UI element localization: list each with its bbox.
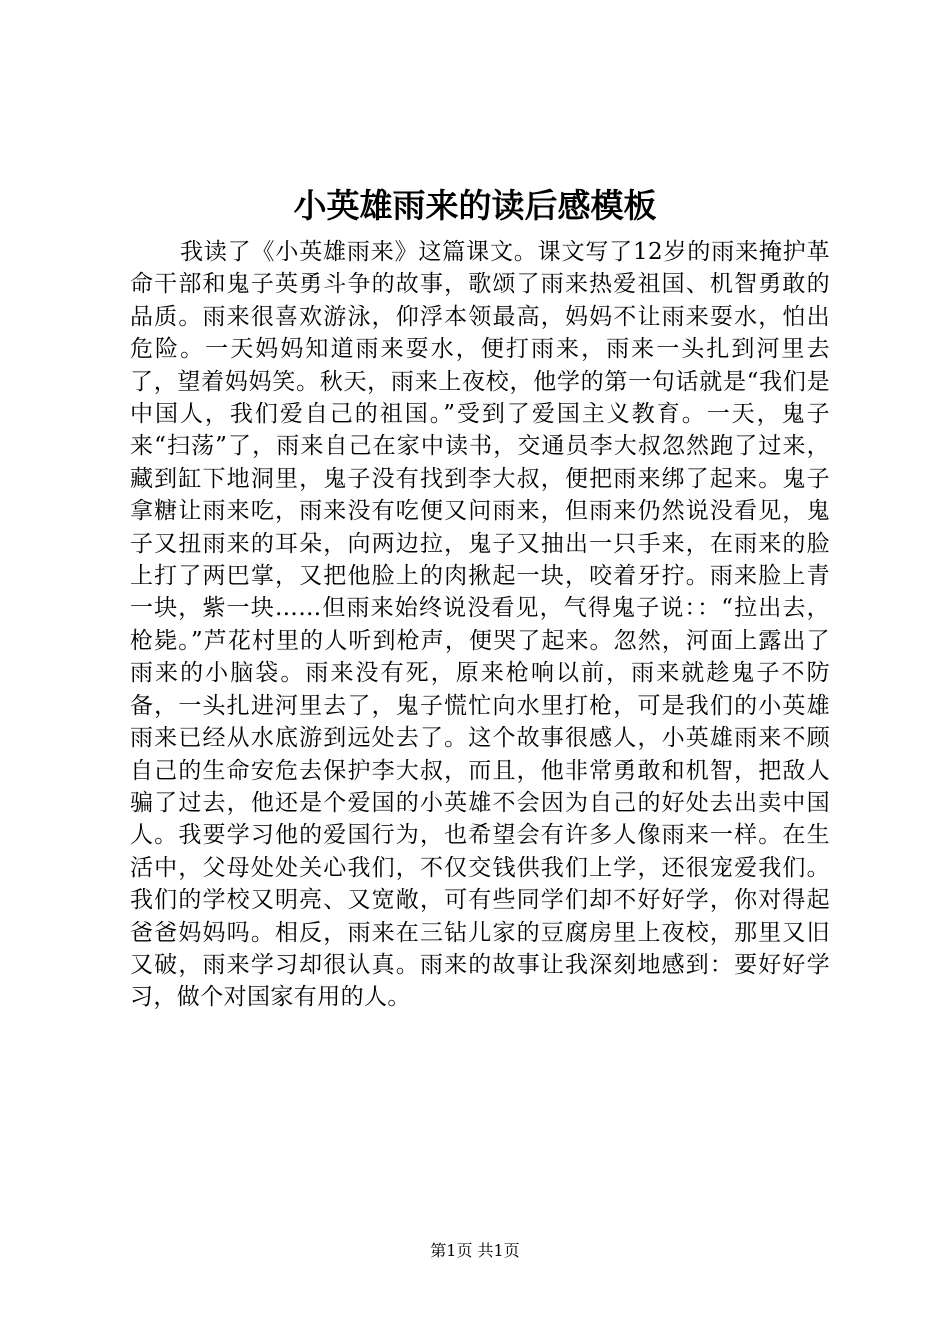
document-title: 小英雄雨来的读后感模板: [293, 186, 657, 225]
body-paragraph: 我读了《小英雄雨来》这篇课文。课文写了12岁的雨来掩护革命干部和鬼子英勇斗争的故事，歌颂了雨来热爱祖国、机智勇敢的品质。雨来很喜欢游泳，仰浮本领最高，妈妈不让雨来耍水，怕出危险。一天妈妈知道雨来耍水，便打雨来，雨来一头扎到河里去了，望着妈妈笑。秋天，雨来上夜校，他学的第一句话就是“我们是中国人，我们爱自己的祖国。”受到了爱国主义教育。一天，鬼子来“扫荡”了，雨来自己在家中读书，交通员李大叔忽然跑了过来，藏到缸下地洞里，鬼子没有找到李大叔，便把雨来绑了起来。鬼子拿糖让雨来吃，雨来没有吃便又问雨来，但雨来仍然说没看见，鬼子又扭雨来的耳朵，向两边拉，鬼子又抽出一只手来，在雨来的脸上打了两巴掌，又把他脸上的肉揪起一块，咬着牙拧。雨来脸上青一块，紫一块……但雨来始终说没看见，气得鬼子说：：“拉出去，枪毙。”芦花村里的人听到枪声，便哭了起来。忽然，河面上露出了雨来的小脑袋。雨来没有死，原来枪响以前，雨来就趁鬼子不防备，一头扎进河里去了，鬼子慌忙向水里打枪，可是我们的小英雄雨来已经从水底游到远处去了。这个故事很感人，小英雄雨来不顾自己的生命安危去保护李大叔，而且，他非常勇敢和机智，把敌人骗了过去，他还是个爱国的小英雄不会因为自己的好处去出卖中国人。我要学习他的爱国行为，也希望会有许多人像雨来一样。在生活中，父母处处关心我们，不仅交钱供我们上学，还很宠爱我们。我们的学校又明亮、又宽敞，可有些同学们却不好好学，你对得起爸爸妈妈吗。相反，雨来在三钻儿家的豆腐房里上夜校，那里又旧又破，雨来学习却很认真。雨来的故事让我深刻地感到：要好好学习，做个对国家有用的人。: [130, 239, 830, 1011]
page-footer: 第1页 共1页: [430, 1241, 520, 1260]
